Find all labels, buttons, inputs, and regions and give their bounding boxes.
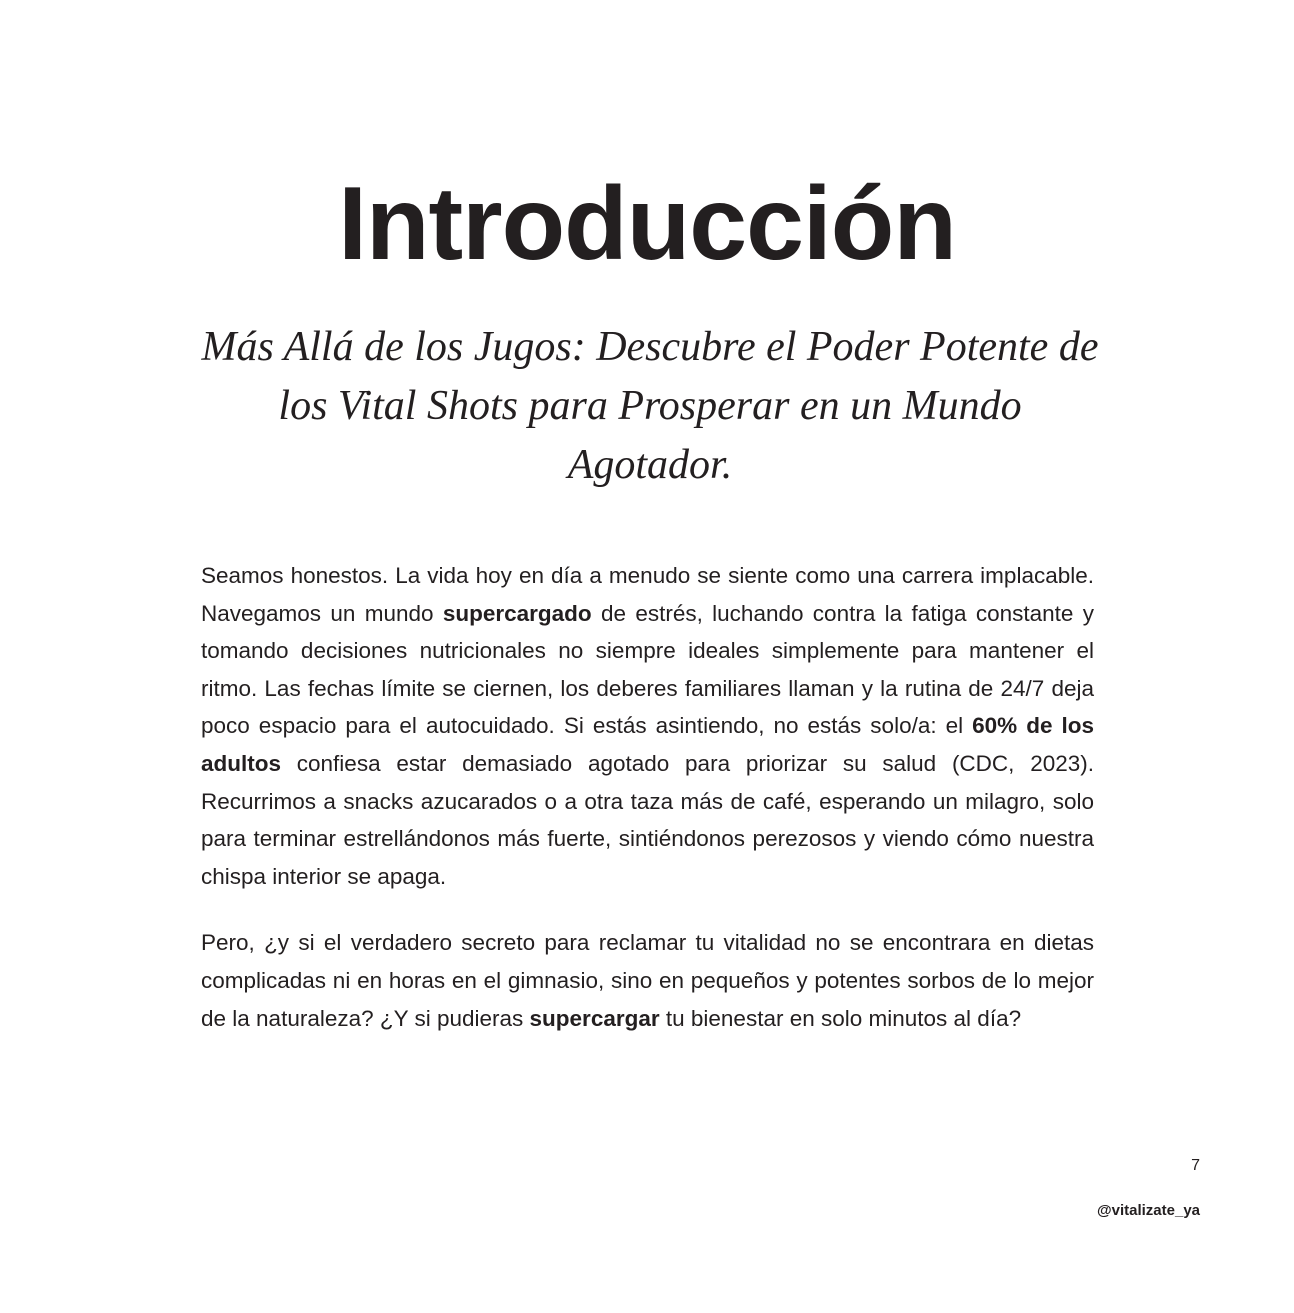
page-number: 7 (1191, 1157, 1200, 1174)
social-handle: @vitalizate_ya (1096, 1202, 1200, 1219)
paragraph-1-text-b: de estrés, luchando contra la fatiga constante y tomando decisiones nutricionales no siempre ideales simplemente para mantener el ritmo. Las fechas límite se ciernen, los deberes familiares llaman y la rutina de 24/7 deja poco espacio para el autocuidado. Si estás asintiendo, no estás solo/a: el (201, 600, 1094, 739)
paragraph-1-text-a: Seamos honestos. La vida hoy en día a menudo se siente como una carrera implacable. Navegamos un mundo (201, 563, 1094, 626)
page-subtitle: Más Allá de los Jugos: Descubre el Poder Potente de los Vital Shots para Prosperar en un Mundo Agotador. (201, 324, 1099, 488)
page-title: Introducción (338, 166, 956, 282)
paragraph-1-text-c: confiesa estar demasiado agotado para priorizar su salud (CDC, 2023). Recurrimos a snacks azucarados o a otra taza más de café, esperando un milagro, solo para terminar estrellándonos más fuerte, sintiéndonos perezosos y viendo cómo nuestra chispa interior se apaga. (201, 750, 1094, 889)
paragraph-1-emphasis-a: supercargado (442, 600, 592, 626)
paragraph-1 (201, 557, 1094, 895)
paragraph-2 (201, 924, 1094, 1037)
body-text (201, 557, 1094, 1037)
paragraph-2-emphasis-a: supercargar (529, 1005, 660, 1031)
paragraph-2-text-a: Pero, ¿y si el verdadero secreto para reclamar tu vitalidad no se encontrara en dietas complicadas ni en horas en el gimnasio, sino en pequeños y potentes sorbos de lo mejor de la naturaleza? ¿Y si pudieras (201, 930, 1094, 1031)
paragraph-2-text-b: tu bienestar en solo minutos al día? (659, 1005, 1022, 1031)
paragraph-1-emphasis-b: 60% de los adultos (201, 713, 1094, 776)
